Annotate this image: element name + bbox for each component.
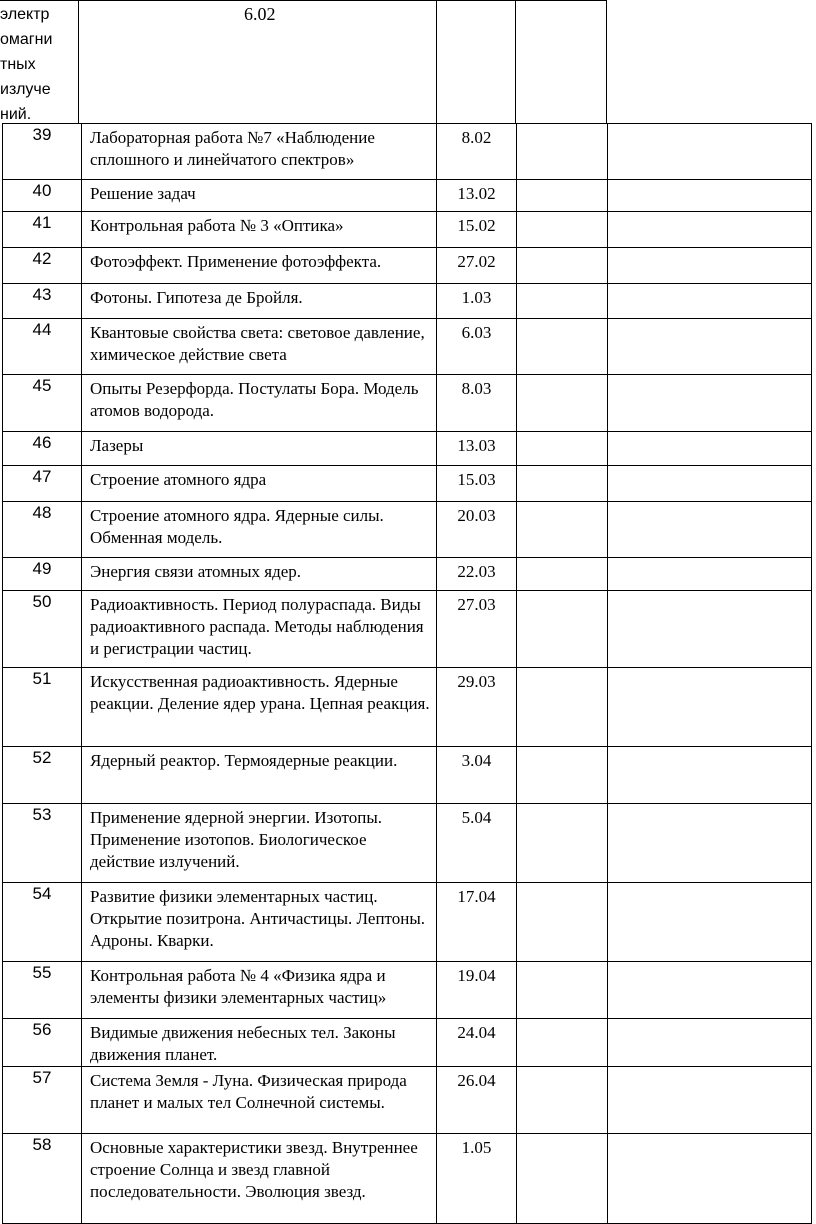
lesson-topic: Строение атомного ядра. Ядерные силы. Обменная модель. (82, 502, 437, 558)
divider (0, 0, 607, 1)
lesson-topic: Энергия связи атомных ядер. (82, 558, 437, 591)
lesson-date: 24.04 (437, 1019, 517, 1067)
topic-fragment-line: тных (0, 56, 36, 73)
lesson-date: 8.02 (437, 124, 517, 180)
empty-cell (608, 558, 812, 591)
empty-cell (608, 212, 812, 248)
empty-cell (608, 883, 812, 962)
lesson-date: 6.02 (244, 4, 276, 24)
table-row (3, 432, 812, 466)
lesson-date: 1.05 (437, 1134, 517, 1224)
empty-cell (517, 180, 608, 212)
table-row (3, 319, 812, 375)
lesson-topic: Лабораторная работа №7 «Наблюдение сплошного и линейчатого спектров» (82, 124, 437, 180)
lesson-date: 19.04 (437, 962, 517, 1019)
lesson-topic: Строение атомного ядра (82, 466, 437, 502)
lesson-number: 58 (3, 1134, 82, 1224)
empty-cell (608, 124, 812, 180)
empty-cell (517, 883, 608, 962)
lesson-topic: Контрольная работа № 3 «Оптика» (82, 212, 437, 248)
empty-cell (608, 502, 812, 558)
divider (606, 0, 607, 124)
empty-cell (517, 124, 608, 180)
lesson-date: 3.04 (437, 747, 517, 804)
lesson-topic: Ядерный реактор. Термоядерные реакции. (82, 747, 437, 804)
divider (436, 0, 437, 124)
lesson-topic: Квантовые свойства света: световое давление, химическое действие света (82, 319, 437, 375)
lesson-number: 40 (3, 180, 82, 212)
empty-cell (608, 962, 812, 1019)
table-row (3, 502, 812, 558)
lesson-number: 46 (3, 432, 82, 466)
lesson-date: 5.04 (437, 804, 517, 883)
lesson-topic: Искусственная радиоактивность. Ядерные реакции. Деление ядер урана. Цепная реакция. (82, 668, 437, 747)
table-row (3, 668, 812, 747)
lesson-topic: Основные характеристики звезд. Внутреннее строение Солнца и звезд главной последовательности. Эволюция звезд. (82, 1134, 437, 1224)
lesson-date: 27.02 (437, 248, 517, 284)
topic-fragment-line: излуче (0, 81, 51, 98)
lesson-topic: Лазеры (82, 432, 437, 466)
empty-cell (517, 319, 608, 375)
lesson-topic: Система Земля - Луна. Физическая природа планет и малых тел Солнечной системы. (82, 1067, 437, 1134)
lesson-date: 1.03 (437, 284, 517, 319)
lesson-number: 55 (3, 962, 82, 1019)
table-row (3, 248, 812, 284)
empty-cell (608, 747, 812, 804)
lesson-number: 45 (3, 375, 82, 432)
topic-fragment-line: ний. (0, 106, 32, 123)
lesson-number: 43 (3, 284, 82, 319)
lessons-table (2, 123, 812, 1224)
table-row (3, 284, 812, 319)
empty-cell (608, 180, 812, 212)
lesson-number: 42 (3, 248, 82, 284)
lesson-number: 39 (3, 124, 82, 180)
lesson-number: 53 (3, 804, 82, 883)
lesson-topic: Видимые движения небесных тел. Законы движения планет. (82, 1019, 437, 1067)
lesson-date: 13.02 (437, 180, 517, 212)
table-row (3, 1134, 812, 1224)
empty-cell (608, 375, 812, 432)
lesson-topic: Опыты Резерфорда. Постулаты Бора. Модель атомов водорода. (82, 375, 437, 432)
lesson-topic: Развитие физики элементарных частиц. Открытие позитрона. Античастицы. Лептоны. Адроны. Кварки. (82, 883, 437, 962)
empty-cell (608, 248, 812, 284)
lesson-number: 56 (3, 1019, 82, 1067)
empty-cell (608, 591, 812, 668)
empty-cell (517, 432, 608, 466)
empty-cell (517, 558, 608, 591)
empty-cell (517, 1019, 608, 1067)
lesson-number: 49 (3, 558, 82, 591)
lesson-date: 6.03 (437, 319, 517, 375)
empty-cell (517, 466, 608, 502)
empty-cell (517, 962, 608, 1019)
lesson-number: 41 (3, 212, 82, 248)
lesson-date: 17.04 (437, 883, 517, 962)
empty-cell (517, 1134, 608, 1224)
empty-cell (517, 668, 608, 747)
lesson-date: 8.03 (437, 375, 517, 432)
lesson-date: 20.03 (437, 502, 517, 558)
empty-cell (517, 747, 608, 804)
empty-cell (608, 432, 812, 466)
table-row (3, 124, 812, 180)
table-row (3, 747, 812, 804)
lesson-topic: Контрольная работа № 4 «Физика ядра и элементы физики элементарных частиц» (82, 962, 437, 1019)
divider (78, 0, 79, 124)
lesson-topic: Радиоактивность. Период полураспада. Виды радиоактивного распада. Методы наблюдения и регистрации частиц. (82, 591, 437, 668)
table-row (3, 1067, 812, 1134)
lesson-topic: Применение ядерной энергии. Изотопы. Применение изотопов. Биологическое действие излучений. (82, 804, 437, 883)
empty-cell (608, 284, 812, 319)
lesson-topic: Фотоны. Гипотеза де Бройля. (82, 284, 437, 319)
empty-cell (517, 212, 608, 248)
lesson-number: 54 (3, 883, 82, 962)
lesson-date: 13.03 (437, 432, 517, 466)
empty-cell (608, 319, 812, 375)
lesson-number: 44 (3, 319, 82, 375)
topic-fragment-line: электр (0, 6, 50, 23)
lesson-topic: Решение задач (82, 180, 437, 212)
lesson-date: 26.04 (437, 1067, 517, 1134)
empty-cell (608, 1067, 812, 1134)
lesson-number: 48 (3, 502, 82, 558)
table-row (3, 962, 812, 1019)
table-row (3, 1019, 812, 1067)
empty-cell (517, 591, 608, 668)
table-row (3, 375, 812, 432)
lesson-date: 29.03 (437, 668, 517, 747)
table-row (3, 883, 812, 962)
lesson-date: 22.03 (437, 558, 517, 591)
empty-cell (608, 668, 812, 747)
empty-cell (608, 804, 812, 883)
lessons-table-body (3, 124, 812, 1224)
topic-fragment (0, 2, 76, 127)
lesson-topic: Фотоэффект. Применение фотоэффекта. (82, 248, 437, 284)
lesson-date: 15.02 (437, 212, 517, 248)
empty-cell (517, 375, 608, 432)
empty-cell (608, 466, 812, 502)
lesson-date: 15.03 (437, 466, 517, 502)
lesson-date: 27.03 (437, 591, 517, 668)
empty-cell (608, 1134, 812, 1224)
empty-cell (517, 804, 608, 883)
lesson-number: 50 (3, 591, 82, 668)
topic-fragment-line: омагни (0, 31, 53, 48)
table-row (3, 558, 812, 591)
table-row (3, 466, 812, 502)
empty-cell (517, 248, 608, 284)
divider (515, 0, 516, 124)
table-row (3, 804, 812, 883)
lesson-number: 52 (3, 747, 82, 804)
empty-cell (517, 1067, 608, 1134)
table-row (3, 212, 812, 248)
lesson-number: 57 (3, 1067, 82, 1134)
table-row (3, 180, 812, 212)
empty-cell (517, 284, 608, 319)
empty-cell (608, 1019, 812, 1067)
lesson-number: 51 (3, 668, 82, 747)
table-continuation-row (0, 0, 816, 124)
table-row (3, 591, 812, 668)
empty-cell (517, 502, 608, 558)
lesson-number: 47 (3, 466, 82, 502)
